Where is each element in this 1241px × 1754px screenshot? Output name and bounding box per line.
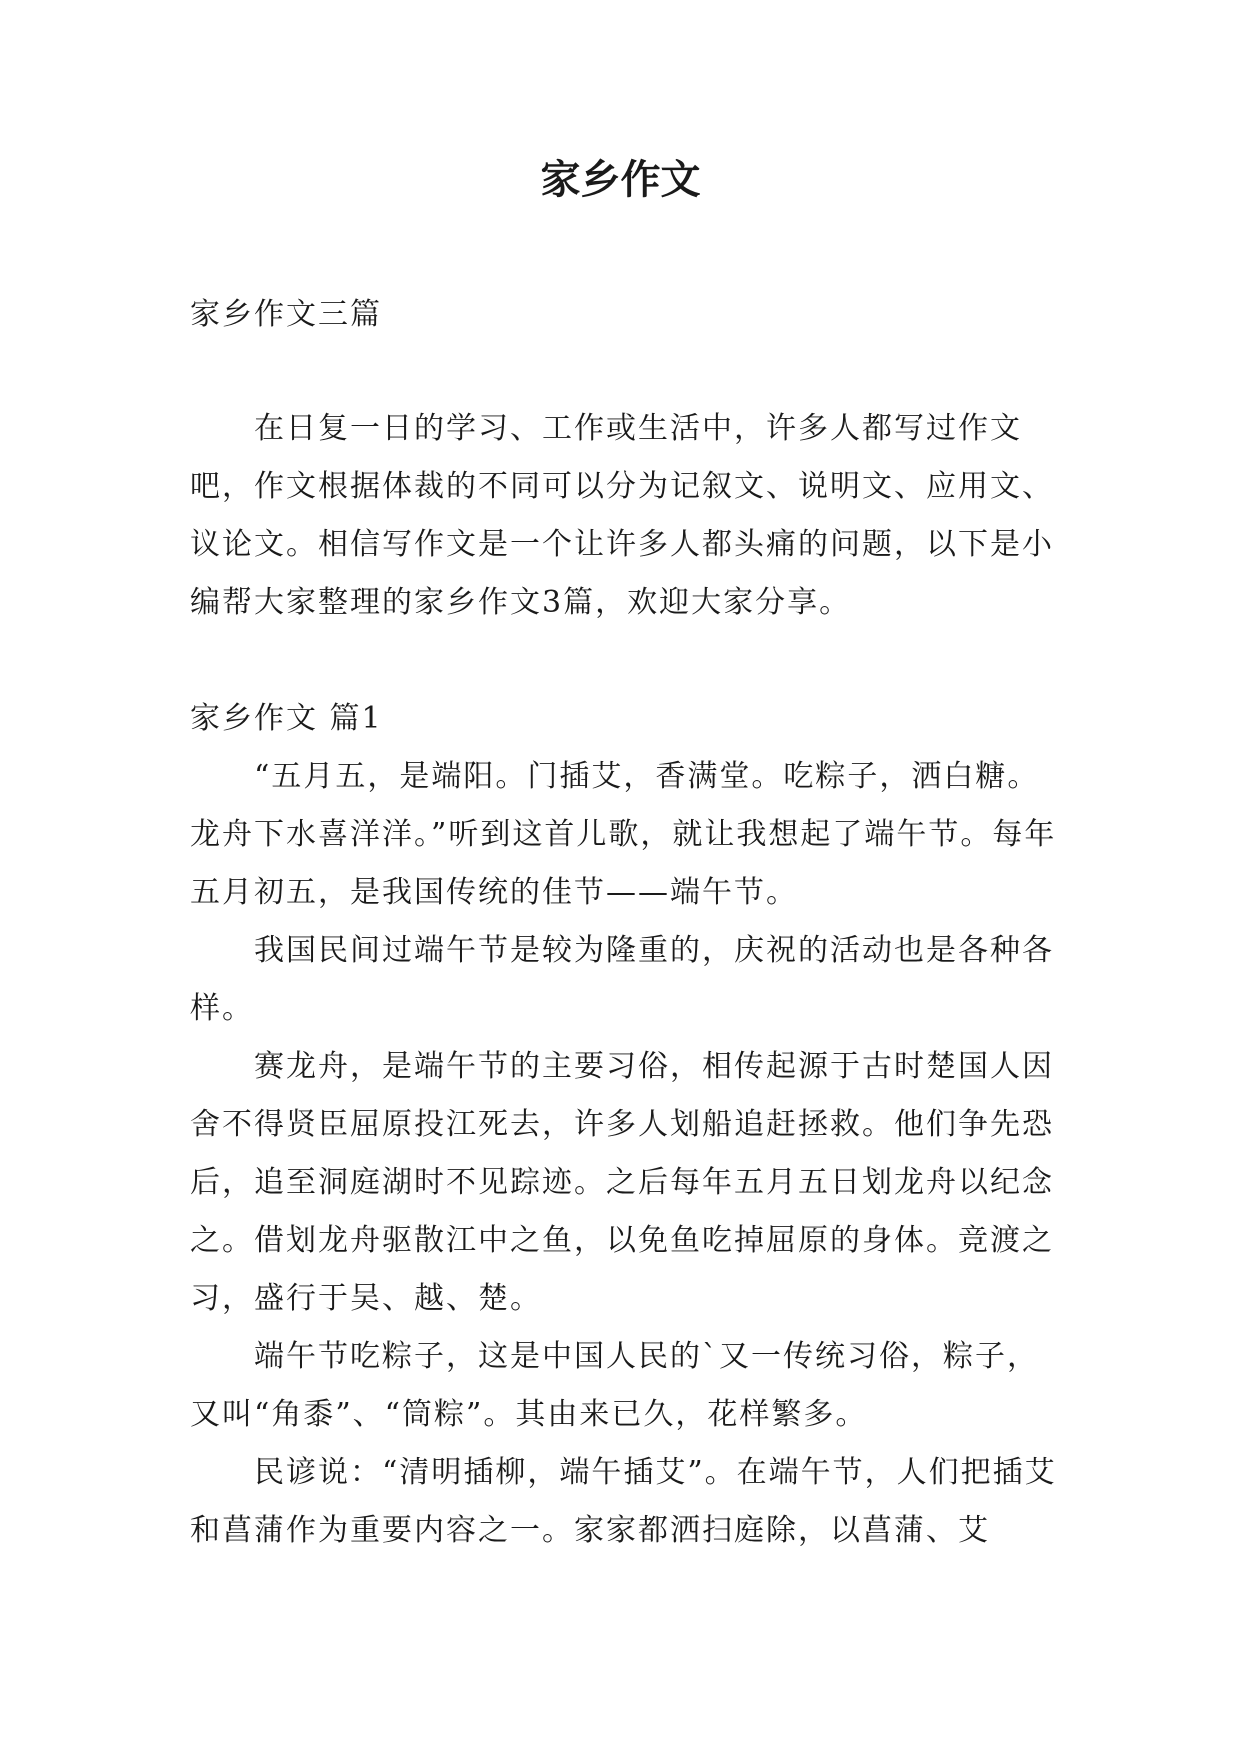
essay-paragraph: 赛龙舟，是端午节的主要习俗，相传起源于古时楚国人因舍不得贤臣屈原投江死去，许多人划船追赶拯救。他们争先恐后，追至洞庭湖时不见踪迹。之后每年五月五日划龙舟以纪念之。借划龙舟驱散江中之鱼，以免鱼吃掉屈原的身体。竞渡之习，盛行于吴、越、楚。 (190, 1049, 1054, 1316)
intro-paragraph: 在日复一日的学习、工作或生活中，许多人都写过作文吧，作文根据体裁的不同可以分为记叙文、说明文、应用文、议论文。相信写作文是一个让许多人都头痛的问题，以下是小编帮大家整理的家乡作文3篇，欢迎大家分享。 (190, 411, 1054, 620)
document-subtitle: 家乡作文三篇 (190, 297, 382, 332)
essay-heading: 家乡作文 篇1 (190, 701, 383, 736)
essay-paragraph: 民谚说：“清明插柳，端午插艾”。在端午节，人们把插艾和菖蒲作为重要内容之一。家家都洒扫庭除，以菖蒲、艾 (190, 1455, 1057, 1548)
essay-paragraph: 我国民间过端午节是较为隆重的，庆祝的活动也是各种各样。 (190, 933, 1054, 1026)
essay-section (190, 690, 1062, 1560)
intro-section (190, 400, 1062, 632)
document-title: 家乡作文 (540, 156, 701, 203)
essay-paragraph: “五月五，是端阳。门插艾，香满堂。吃粽子，洒白糖。龙舟下水喜洋洋。”听到这首儿歌，就让我想起了端午节。每年五月初五，是我国传统的佳节——端午节。 (190, 759, 1057, 910)
essay-paragraph: 端午节吃粽子，这是中国人民的`又一传统习俗，粽子，又叫“角黍”、“筒粽”。其由来已久，花样繁多。 (190, 1339, 1039, 1432)
